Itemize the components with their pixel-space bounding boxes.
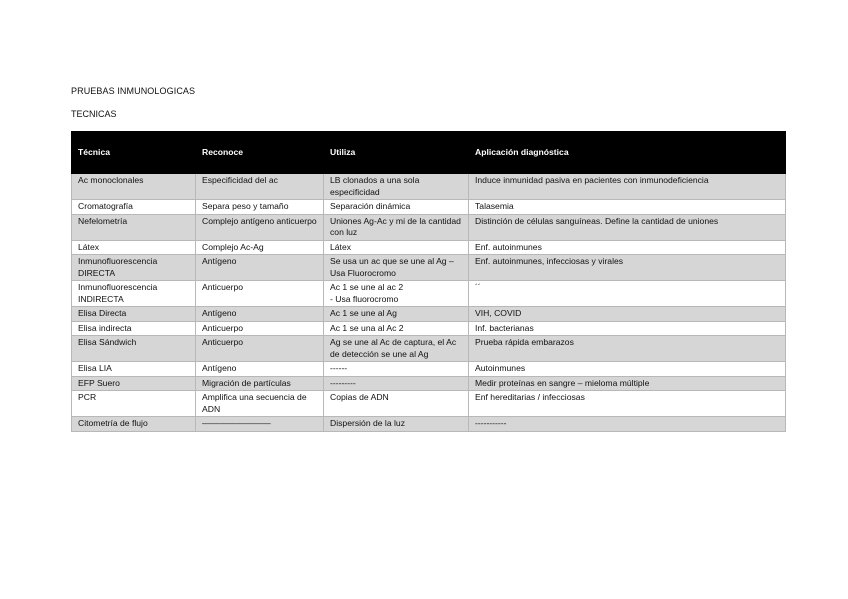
cell-technique: Cromatografía [72,200,196,215]
table-row [72,376,786,391]
techniques-table [71,131,786,432]
table-row [72,321,786,336]
cell-application: Prueba rápida embarazos [469,336,786,362]
cell-application: Enf. autoinmunes, infecciosas y virales [469,255,786,281]
cell-recognizes: Especificidad del ac [196,174,324,200]
table-row [72,391,786,417]
cell-uses: Se usa un ac que se une al Ag – Usa Fluorocromo [324,255,469,281]
cell-uses: Copias de ADN [324,391,469,417]
table-row [72,336,786,362]
cell-recognizes: ———————— [196,417,324,432]
cell-recognizes: Separa peso y tamaño [196,200,324,215]
cell-application: Inf. bacterianas [469,321,786,336]
cell-application: Medir proteínas en sangre – mieloma múltiple [469,376,786,391]
cell-technique: Citometría de flujo [72,417,196,432]
table-row [72,200,786,215]
cell-technique: EFP Suero [72,376,196,391]
cell-technique: Látex [72,240,196,255]
cell-recognizes: Antígeno [196,255,324,281]
cell-recognizes: Anticuerpo [196,281,324,307]
header-technique: Técnica [72,132,196,174]
cell-application: Autoinmunes [469,362,786,377]
table-row [72,417,786,432]
cell-uses: --------- [324,376,469,391]
cell-application: Enf. autoinmunes [469,240,786,255]
cell-recognizes: Complejo antígeno anticuerpo [196,214,324,240]
table-row [72,174,786,200]
cell-technique: Inmunofluorescencia DIRECTA [72,255,196,281]
cell-recognizes: Antígeno [196,307,324,322]
cell-recognizes: Complejo Ac-Ag [196,240,324,255]
cell-uses: Separación dinámica [324,200,469,215]
cell-application: ´´ [469,281,786,307]
cell-recognizes: Anticuerpo [196,336,324,362]
cell-application: VIH, COVID [469,307,786,322]
cell-uses: Uniones Ag-Ac y mi de la cantidad con luz [324,214,469,240]
cell-uses: Látex [324,240,469,255]
cell-application: Distinción de células sanguíneas. Define la cantidad de uniones [469,214,786,240]
cell-recognizes: Migración de partículas [196,376,324,391]
cell-technique: Ac monoclonales [72,174,196,200]
cell-uses: Dispersión de la luz [324,417,469,432]
cell-technique: Inmunofluorescencia INDIRECTA [72,281,196,307]
cell-recognizes: Antígeno [196,362,324,377]
cell-application: Enf hereditarias / infecciosas [469,391,786,417]
table-row [72,240,786,255]
header-recognizes: Reconoce [196,132,324,174]
section-title: TECNICAS [71,109,117,119]
cell-application: Induce inmunidad pasiva en pacientes con inmunodeficiencia [469,174,786,200]
cell-recognizes: Amplifica una secuencia de ADN [196,391,324,417]
cell-technique: Elisa indirecta [72,321,196,336]
cell-technique: PCR [72,391,196,417]
cell-uses: Ag se une al Ac de captura, el Ac de detección se une al Ag [324,336,469,362]
header-uses: Utiliza [324,132,469,174]
document-title: PRUEBAS INMUNOLOGICAS [71,86,196,96]
cell-technique: Nefelometría [72,214,196,240]
cell-technique: Elisa Sándwich [72,336,196,362]
table-row [72,281,786,307]
cell-uses: Ac 1 se une al ac 2 - Usa fluorocromo [324,281,469,307]
table-row [72,255,786,281]
table-row [72,214,786,240]
table-row [72,362,786,377]
cell-recognizes: Anticuerpo [196,321,324,336]
cell-uses: Ac 1 se une al Ag [324,307,469,322]
table-row [72,307,786,322]
cell-application: ----------- [469,417,786,432]
cell-technique: Elisa LIA [72,362,196,377]
header-diagnostic-application: Aplicación diagnóstica [469,132,786,174]
cell-uses: LB clonados a una sola especificidad [324,174,469,200]
header-row [72,132,786,174]
cell-technique: Elisa Directa [72,307,196,322]
cell-uses: Ac 1 se una al Ac 2 [324,321,469,336]
cell-application: Talasemia [469,200,786,215]
cell-uses: ------ [324,362,469,377]
